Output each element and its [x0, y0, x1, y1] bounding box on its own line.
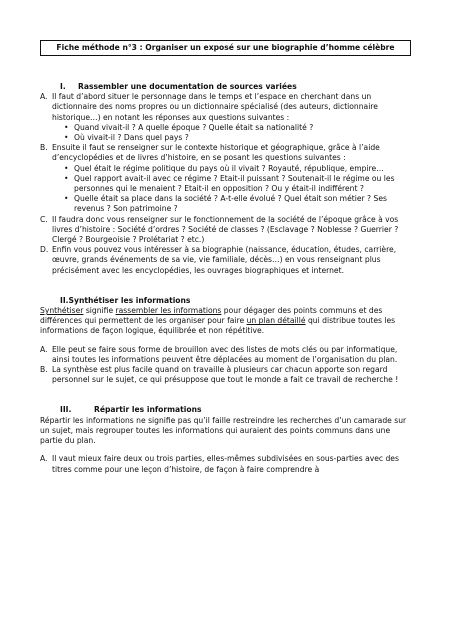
section-3-title: Répartir les informations	[94, 405, 202, 415]
section-3-intro: Répartir les informations ne signifie pas qu’il faille restreindre les recherches d’un camarade sur un sujet, mais regrouper toutes les informations qui auraient des points communs dans une partie du plan.	[40, 415, 407, 446]
section-2-title: Synthétiser les informations	[68, 295, 191, 305]
section-1-item-c	[40, 215, 412, 246]
section-3-heading	[40, 405, 412, 415]
item-text: Il vaut mieux faire deux ou trois parties, elles-mêmes subdivisées en sous-parties avec des titres comme pour une leçon d’histoire, de façon à faire comprendre à	[52, 454, 399, 474]
item-letter: A.	[40, 92, 48, 102]
item-letter: C.	[40, 214, 48, 224]
item-letter: D.	[40, 245, 49, 255]
section-1-item-b	[40, 143, 412, 214]
item-text: La synthèse est plus facile quand on travaille à plusieurs car chacun apporte son regard personnel sur le sujet, ce qui présuppose que tout le monde a fait ce travail de recherche !	[52, 365, 399, 385]
item-text: Il faudra donc vous renseigner sur le fonctionnement de la société de l’époque grâce à vos livres d’histoire : Société d’ordres ? Société de classes ? (Esclavage ? Noblesse ? Guerrier ? Clergé ? Bourgeoisie ? Prolétariat ? etc.)	[52, 214, 399, 245]
item-text: Il faut d’abord situer le personnage dans le temps et l’espace en cherchant dans un dictionnaire des noms propres ou un dictionnaire spécialisé (des auteurs, dictionnaire historique…) en notant les réponses aux questions suivantes :	[52, 92, 378, 122]
section-2-number: II.	[60, 295, 69, 305]
keyword-synthetiser: Synthétiser	[40, 306, 84, 316]
intro-text: signifie	[83, 306, 116, 316]
section-3-number: III.	[60, 405, 72, 415]
section-1-item-d	[40, 245, 412, 276]
bullet-item: • Quelle était sa place dans la société ? A-t-elle évolué ? Quel était son métier ? Ses revenus ? Son patrimoine ?	[52, 194, 412, 214]
spacer	[40, 276, 412, 296]
section-1-item-a	[40, 92, 412, 143]
keyword-plan-detaille: un plan détaillé	[246, 316, 306, 326]
intro-text: qui distribue toutes les informations de façon logique, équilibrée et non répétitive.	[40, 316, 396, 336]
bullet-item: • Où vivait-il ? Dans quel pays ?	[52, 133, 412, 143]
section-3-item-a	[40, 454, 412, 474]
document-title: Fiche méthode n°3 : Organiser un exposé sur une biographie d’homme célèbre	[40, 40, 411, 56]
item-text: Elle peut se faire sous forme de brouillon avec des listes de mots clés ou par informatique, ainsi toutes les informations peuvent être déplacées au moment de l’organisation du plan.	[52, 344, 398, 364]
item-text: Ensuite il faut se renseigner sur le contexte historique et géographique, grâce à l’aide d’encyclopédies et de livres d’histoire, en se posant les questions suivantes :	[52, 143, 380, 163]
item-letter: A.	[40, 454, 48, 464]
section-1-title: Rassembler une documentation de sources variées	[78, 82, 297, 91]
keyword-rassembler: rassembler les informations	[115, 306, 222, 316]
bullet-item: • Quand vivait-il ? A quelle époque ? Quelle était sa nationalité ?	[52, 123, 412, 133]
bullet-list	[52, 123, 412, 143]
item-letter: B.	[40, 365, 48, 375]
item-text: Enfin vous pouvez vous intéresser à sa biographie (naissance, éducation, études, carrière, œuvre, grands événements de sa vie, vie familiale, décès…) en vous renseignant plus précisément avec les encyclopédies, les ouvrages biographiques et internet.	[52, 245, 397, 275]
item-letter: B.	[40, 143, 48, 153]
bullet-item: • Quel était le régime politique du pays où il vivait ? Royauté, république, empire…	[52, 164, 412, 174]
document-body	[40, 82, 412, 475]
intro-text: pour dégager des points communs et des différences qui permettent de les organiser pour faire	[40, 306, 383, 326]
spacer	[40, 385, 412, 405]
section-1-heading	[40, 82, 412, 92]
section-2-item-a	[40, 345, 412, 365]
section-2-intro	[40, 306, 412, 337]
section-2-item-b	[40, 365, 412, 385]
bullet-item: • Quel rapport avait-il avec ce régime ? Etait-il puissant ? Soutenait-il le régime ou les personnes qui le menaient ? Etait-il en opposition ? Ou y était-il indifférent ?	[52, 174, 412, 194]
item-letter: A.	[40, 344, 48, 354]
section-1-number: I.	[60, 82, 66, 91]
bullet-list	[52, 164, 412, 215]
section-2-heading	[40, 296, 412, 306]
